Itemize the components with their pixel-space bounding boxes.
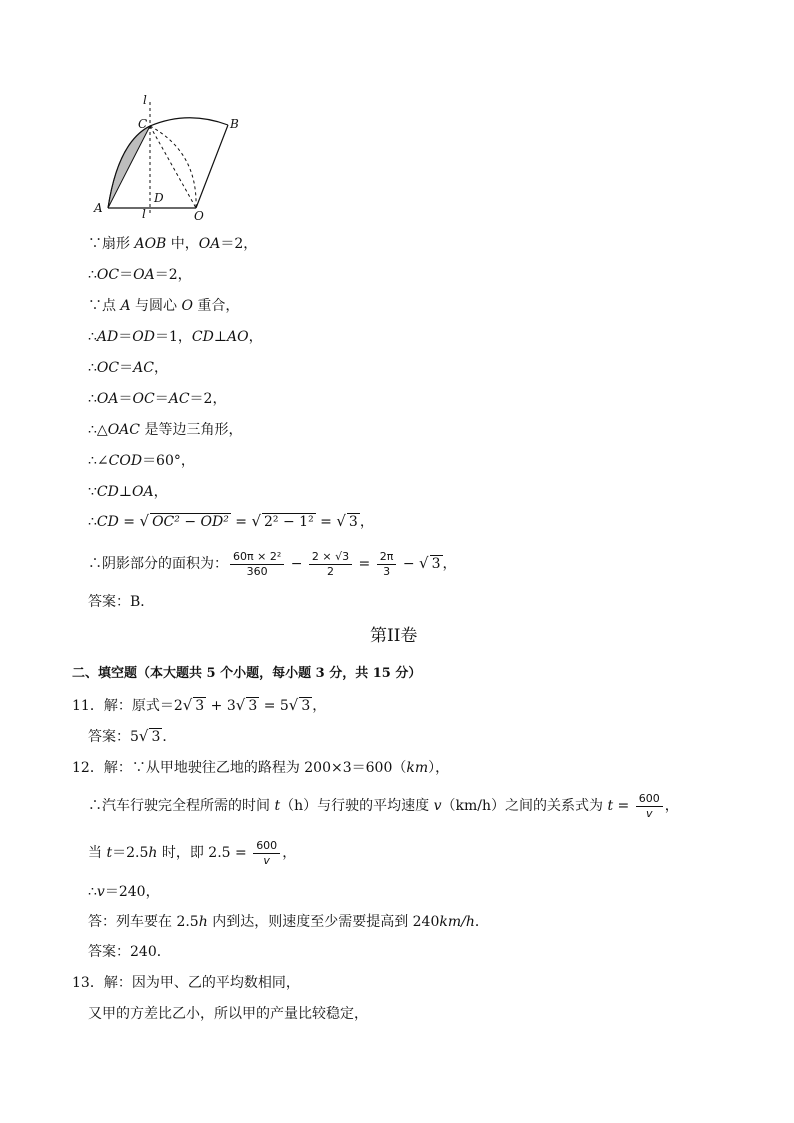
solution-line-4: ∴AD＝OD＝1，CD⊥AO， [88, 329, 263, 345]
solution-line-8: ∴∠COD＝60°， [88, 453, 195, 469]
radicand-3: 3 [348, 514, 358, 530]
q11-line-1: 11．解：原式＝2√ 3 + 3√ 3 = 5√ 3 ， [72, 696, 327, 714]
q12-line-1: 12．解：∵从甲地驶往乙地的路程为 200×3＝600（km）， [72, 760, 450, 776]
q13-line-1: 13．解：因为甲、乙的平均数相同， [72, 975, 300, 991]
label-d: D [154, 191, 164, 205]
section-title: 第II卷 [370, 626, 418, 646]
solution-line-1: ∵扇形 AOB 中，OA＝2， [88, 236, 258, 252]
solution-line-2: ∴OC＝OA＝2， [88, 267, 192, 283]
fraction-600-v-2: $\frac{600}{v}$ [253, 839, 280, 868]
label-c: C [138, 117, 148, 131]
fraction-2: $\frac{2 \times √3}{2}$ [309, 550, 352, 579]
label-l-top: l [143, 93, 147, 107]
label-o: O [194, 209, 204, 222]
q12-line-2: ∴汽车行驶完全程所需的时间 t（h）与行驶的平均速度 v（km/h）之间的关系式为 t = $\frac{600}{v}$ ， [88, 791, 679, 820]
segment-ob [196, 125, 228, 208]
solution-line-3: ∵点 A 与圆心 O 重合， [88, 298, 240, 314]
q12-line-5: 答：列车要在 2.5h 内到达，则速度至少需要提高到 240km/h． [88, 914, 489, 930]
arc-cb [150, 118, 228, 126]
fraction-600-v-1: $\frac{600}{v}$ [636, 792, 663, 821]
solution-answer: 答案：B． [88, 594, 155, 610]
solution-line-6: ∴OA＝OC＝AC＝2， [88, 391, 227, 407]
label-l-bottom: l [142, 207, 146, 221]
q12-line-3: 当 t＝2.5h 时，即 2.5 = $\frac{600}{v}$ ， [88, 838, 297, 867]
solution-line-11: ∴阴影部分的面积为： $\frac{\text{60π × 2²}}{360}$ − $\frac{2 \times √3}{2}$ = $\frac{2\pi}{3}$ − √ 3 ， [88, 549, 457, 578]
shaded-segment [108, 126, 150, 208]
solution-line-9: ∵CD⊥OA， [88, 484, 168, 500]
sector-diagram [88, 92, 258, 222]
label-b: B [230, 117, 239, 131]
section2-header: 二、填空题（本大题共 5 个小题，每小题 3 分，共 15 分） [72, 666, 422, 681]
solution-line-5: ∴OC＝AC， [88, 360, 168, 376]
radicand-2: 2² − 1² [264, 514, 314, 530]
q12-answer: 答案：240． [88, 944, 171, 960]
radicand-4: 3 [431, 556, 441, 572]
solution-line-10: ∴CD = √ OC² − OD² = √ 2² − 1² = √ 3 ， [88, 512, 374, 530]
solution-line-7: ∴△OAC 是等边三角形， [88, 422, 243, 438]
label-a: A [94, 201, 103, 215]
fraction-3: $\frac{2\pi}{3}$ [377, 550, 397, 579]
q12-line-4: ∴v＝240， [88, 884, 160, 900]
q11-answer: 答案：5√ 3 ． [88, 727, 177, 745]
q13-line-2: 又甲的方差比乙小，所以甲的产量比较稳定， [88, 1006, 368, 1022]
radicand-1: OC² − OD² [152, 514, 229, 530]
fraction-1: $\frac{\text{60π × 2²}}{360}$ [230, 550, 284, 579]
